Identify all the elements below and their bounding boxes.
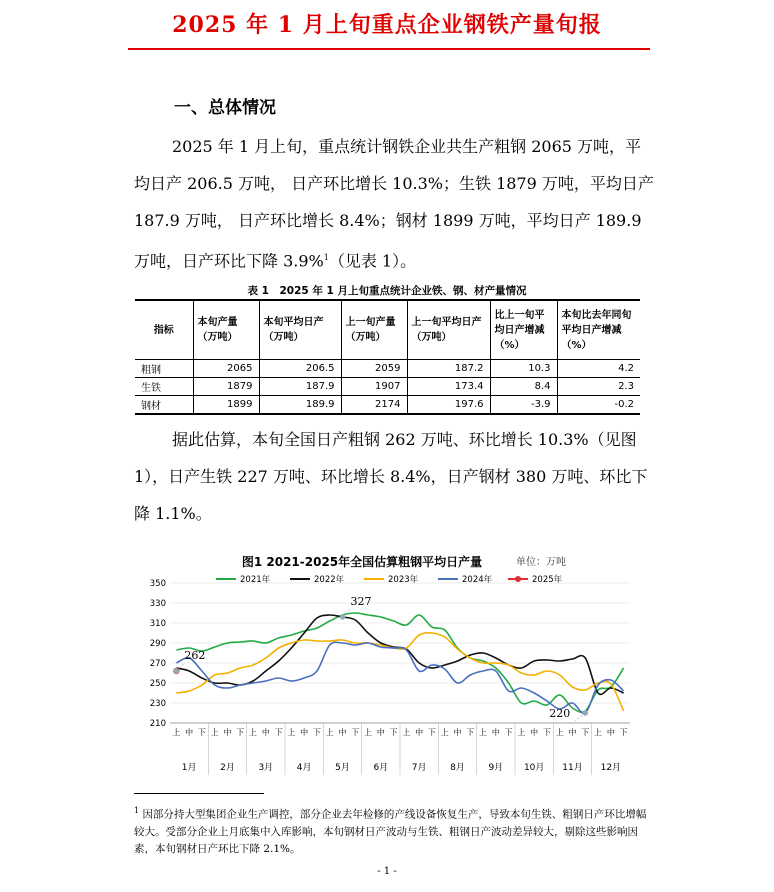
footnote-ref[interactable]: 1 — [323, 253, 329, 262]
annotation-leader — [575, 713, 585, 721]
footnote — [134, 802, 654, 858]
x-tick-label: 上 — [249, 728, 258, 737]
footnote-divider — [134, 793, 264, 794]
month-label: 11月 — [562, 763, 583, 773]
table-cell: 2065 — [193, 360, 259, 378]
x-tick-label: 下 — [351, 728, 360, 737]
legend-marker — [515, 576, 521, 582]
table-cell: 4.2 — [557, 360, 640, 378]
x-tick-label: 上 — [440, 728, 449, 737]
x-tick-label: 中 — [185, 728, 194, 737]
table-cell: 1907 — [341, 378, 407, 396]
table-cell: 189.9 — [259, 396, 341, 415]
y-tick-label: 210 — [149, 719, 166, 729]
x-tick-label: 中 — [223, 728, 232, 737]
legend-label: 2024年 — [462, 575, 493, 585]
x-tick-label: 下 — [197, 728, 206, 737]
annotation-label: 220 — [549, 707, 571, 720]
y-tick-label: 270 — [149, 659, 166, 669]
x-tick-label: 上 — [364, 728, 373, 737]
table-row — [135, 378, 640, 396]
report-title: 2025 年 1 月上旬重点企业钢铁产量旬报 — [172, 12, 602, 38]
estimate-paragraph: 据此估算，本旬全国日产粗钢 262 万吨、环比增长 10.3%（见图 1），日产生铁 227 万吨、环比增长 8.4%，日产钢材 380 万吨、环比下降 1.1%。 — [134, 430, 648, 523]
x-tick-label: 上 — [594, 728, 603, 737]
section-heading: 一、总体情况 — [174, 98, 276, 118]
production-table — [135, 299, 640, 415]
month-label: 5月 — [335, 763, 350, 773]
x-tick-label: 上 — [210, 728, 219, 737]
x-tick-label: 下 — [581, 728, 590, 737]
x-tick-label: 中 — [338, 728, 347, 737]
x-tick-label: 中 — [261, 728, 270, 737]
table-header: 本旬比去年同旬平均日产增减（%） — [557, 300, 640, 360]
x-tick-label: 上 — [517, 728, 526, 737]
y-tick-label: 250 — [149, 679, 166, 689]
table-cell: -3.9 — [490, 396, 557, 415]
x-tick-label: 中 — [606, 728, 615, 737]
x-tick-label: 下 — [542, 728, 551, 737]
page-number: - 1 - — [377, 866, 397, 877]
month-label: 6月 — [373, 763, 389, 773]
table-cell: 钢材 — [135, 396, 193, 415]
x-tick-label: 上 — [479, 728, 488, 737]
series-line-2022年 — [176, 615, 623, 694]
annotation-label: 262 — [184, 649, 206, 662]
summary-tail: （见表 1）。 — [328, 251, 417, 271]
table-caption: 表 1 2025 年 1 月上旬重点统计企业铁、钢、材产量情况 — [247, 285, 527, 297]
month-label: 4月 — [296, 763, 312, 773]
month-label: 3月 — [258, 763, 274, 773]
table-cell: -0.2 — [557, 396, 640, 415]
x-tick-label: 中 — [491, 728, 500, 737]
month-label: 10月 — [523, 763, 545, 773]
x-tick-label: 中 — [453, 728, 462, 737]
x-tick-label: 上 — [325, 728, 334, 737]
legend-label: 2025年 — [532, 575, 563, 585]
table-cell: 粗钢 — [135, 360, 193, 378]
x-tick-label: 下 — [236, 728, 245, 737]
table-cell: 206.5 — [259, 360, 341, 378]
x-tick-label: 上 — [402, 728, 411, 737]
table-cell: 1899 — [193, 396, 259, 415]
legend-label: 2023年 — [388, 575, 419, 585]
table-header: 本旬平均日产（万吨） — [259, 300, 341, 360]
x-tick-label: 下 — [427, 728, 436, 737]
table-header: 上一旬平均日产（万吨） — [407, 300, 490, 360]
legend-label: 2021年 — [240, 575, 271, 585]
y-tick-label: 350 — [149, 579, 166, 589]
annotation-label: 327 — [350, 595, 372, 608]
table-header: 比上一旬平均日产增减（%） — [490, 300, 557, 360]
annotation-leader — [176, 663, 184, 671]
table-header: 上一旬产量（万吨） — [341, 300, 407, 360]
summary-paragraph — [134, 128, 654, 279]
chart-title: 图1 2021-2025年全国估算粗钢平均日产量 — [241, 555, 483, 569]
x-tick-label: 上 — [555, 728, 564, 737]
x-tick-label: 中 — [568, 728, 577, 737]
table-cell: 197.6 — [407, 396, 490, 415]
table-cell: 生铁 — [135, 378, 193, 396]
x-tick-label: 中 — [300, 728, 309, 737]
y-tick-label: 290 — [149, 639, 166, 649]
x-tick-label: 下 — [389, 728, 398, 737]
month-label: 1月 — [181, 763, 197, 773]
month-label: 12月 — [600, 763, 622, 773]
chart-unit: 单位：万吨 — [516, 557, 566, 568]
y-tick-label: 310 — [149, 619, 166, 629]
x-tick-label: 下 — [312, 728, 321, 737]
month-label: 2月 — [220, 763, 235, 773]
table-header: 本旬产量（万吨） — [193, 300, 259, 360]
table-cell: 1879 — [193, 378, 259, 396]
annotation-marker — [582, 710, 588, 716]
summary-text: 2025 年 1 月上旬，重点统计钢铁企业共生产粗钢 2065 万吨，平均日产 206.5 万吨， 日产环比增长 10.3%；生铁 1879 万吨，平均日产 187.9 万吨， 日产环比增长 8.4%；钢材 1899 万吨，平均日产 189.9 万吨，日产环比下降 3.9% — [134, 137, 654, 271]
annotation-marker — [174, 668, 180, 674]
series-line-2021年 — [176, 613, 623, 712]
y-tick-label: 230 — [149, 699, 166, 709]
x-tick-label: 中 — [415, 728, 424, 737]
month-label: 9月 — [488, 763, 504, 773]
table-cell: 8.4 — [490, 378, 557, 396]
x-tick-label: 下 — [504, 728, 513, 737]
annotation-leader — [343, 609, 351, 617]
annotation-marker — [340, 614, 346, 620]
table-cell: 10.3 — [490, 360, 557, 378]
x-tick-label: 中 — [376, 728, 385, 737]
month-label: 7月 — [411, 763, 427, 773]
table-cell: 187.2 — [407, 360, 490, 378]
x-tick-label: 上 — [287, 728, 296, 737]
title-divider — [128, 48, 650, 50]
series-line-2024年 — [176, 642, 623, 713]
series-point-2025年 — [173, 668, 179, 674]
legend-label: 2022年 — [314, 575, 345, 585]
table-row — [135, 360, 640, 378]
table-cell: 2174 — [341, 396, 407, 415]
table-cell: 2059 — [341, 360, 407, 378]
table-header: 指标 — [135, 300, 193, 360]
month-label: 8月 — [450, 763, 465, 773]
y-tick-label: 330 — [149, 599, 166, 609]
x-tick-label: 中 — [530, 728, 539, 737]
footnote-text: 因部分持大型集团企业生产调控，部分企业去年检修的产线设备恢复生产，导致本旬生铁、粗钢日产环比增幅较大。受部分企业上月底集中入库影响，本旬钢材日产波动与生铁、粗钢日产波动差异较大，剔除这些影响因素，本旬钢材日产环比下降 2.1%。 — [134, 808, 647, 855]
x-tick-label: 下 — [274, 728, 283, 737]
x-tick-label: 下 — [619, 728, 628, 737]
series-line-2023年 — [176, 633, 623, 711]
table-cell: 173.4 — [407, 378, 490, 396]
table-cell: 2.3 — [557, 378, 640, 396]
table-row — [135, 396, 640, 415]
x-tick-label: 上 — [172, 728, 181, 737]
x-tick-label: 下 — [466, 728, 475, 737]
footnote-mark: 1 — [134, 806, 140, 815]
table-cell: 187.9 — [259, 378, 341, 396]
